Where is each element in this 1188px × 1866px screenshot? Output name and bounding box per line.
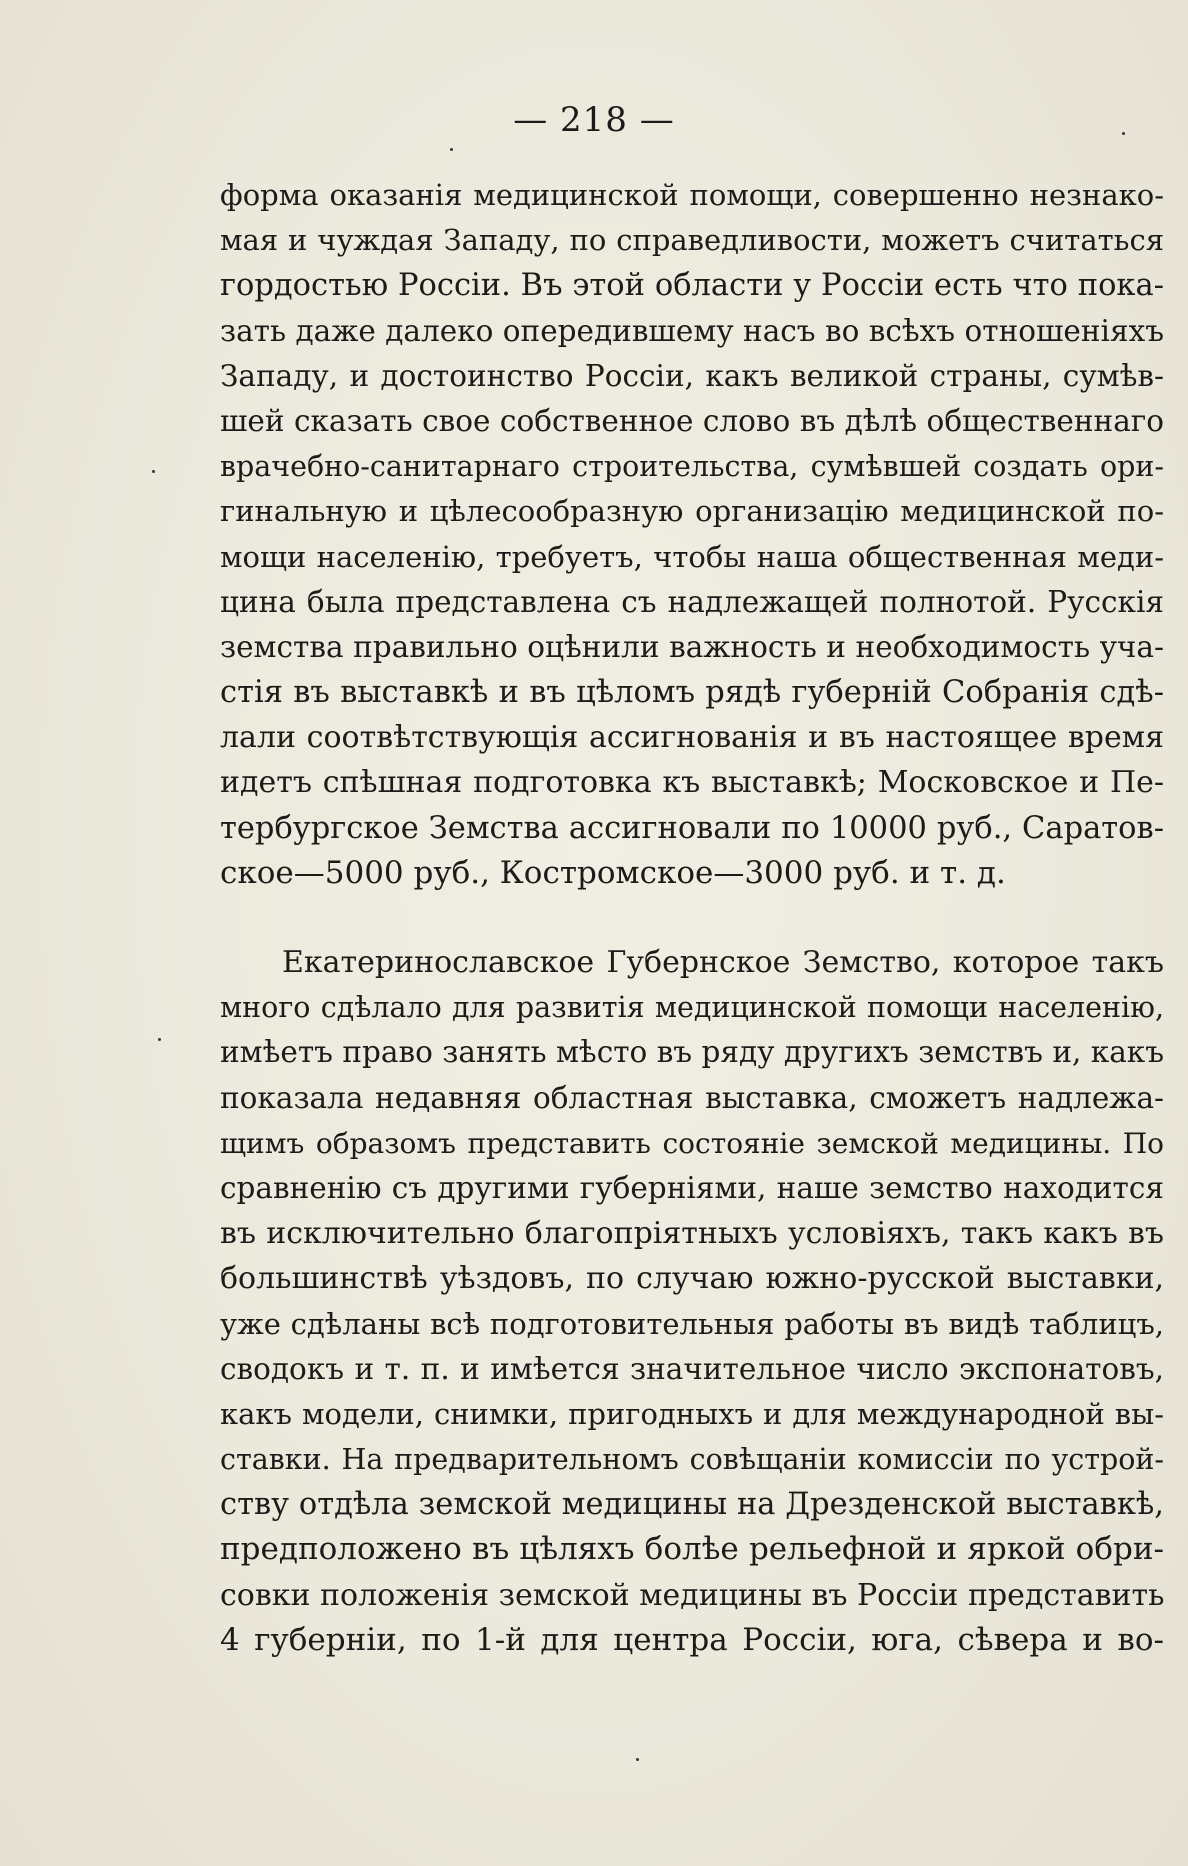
text-line: шей сказать свое собственное слово въ дѣлѣ общественнаго — [220, 403, 1164, 438]
text-line: ское—5000 руб., Костромское—3000 руб. и т. д. — [220, 854, 1006, 891]
scan-speck — [158, 1038, 161, 1041]
text-line: въ исключительно благопріятныхъ условіяхъ, такъ какъ въ — [220, 1216, 1164, 1252]
text-line: мощи населенію, требуетъ, чтобы наша общественная меди- — [220, 539, 1164, 574]
text-line: большинствѣ уѣздовъ, по случаю южно-русской выставки, — [220, 1261, 1164, 1297]
scan-speck — [636, 1758, 639, 1761]
scan-speck — [152, 470, 155, 473]
text-line: сравненію съ другими губерніями, наше земство находится — [220, 1170, 1164, 1205]
text-line: тербургское Земства ассигновали по 10000 руб., Саратов- — [220, 810, 1164, 846]
text-line: уже сдѣланы всѣ подготовительныя работы въ видѣ таблицъ, — [220, 1306, 1164, 1341]
text-line: Западу, и достоинство Россіи, какъ великой страны, сумѣв- — [220, 358, 1164, 393]
text-line: ставки. На предварительномъ совѣщаніи комиссіи по устрой- — [220, 1443, 1164, 1477]
text-line: показала недавняя областная выставка, сможетъ надлежа- — [220, 1080, 1164, 1115]
text-line: имѣетъ право занять мѣсто въ ряду другихъ земствъ и, какъ — [220, 1035, 1164, 1070]
scan-speck — [450, 148, 453, 151]
page-number: — 218 — — [513, 100, 675, 140]
text-line: гинальную и цѣлесообразную организацію медицинской по- — [220, 494, 1164, 529]
text-line: какъ модели, снимки, пригодныхъ и для международной вы- — [220, 1396, 1164, 1431]
scan-speck — [1122, 132, 1125, 135]
text-line: сводокъ и т. п. и имѣется значительное число экспонатовъ, — [220, 1351, 1164, 1386]
text-line: идетъ спѣшная подготовка къ выставкѣ; Московское и Пе- — [220, 765, 1164, 801]
text-line: совки положенія земской медицины въ Россіи представить — [220, 1577, 1165, 1613]
text-line: лали соотвѣтствующія ассигнованія и въ настоящее время — [220, 720, 1164, 756]
paragraph-1 — [220, 173, 1164, 896]
text-line: мая и чуждая Западу, по справедливости, можетъ считаться — [220, 223, 1164, 258]
text-line: врачебно-санитарнаго строительства, сумѣвшей создать ори- — [220, 450, 1164, 484]
paragraph-2 — [220, 940, 1164, 1663]
text-line: зать даже далеко опередившему насъ во всѣхъ отношеніяхъ — [220, 313, 1164, 348]
text-line: ству отдѣла земской медицины на Дрезденской выставкѣ, — [220, 1487, 1164, 1523]
text-line: щимъ образомъ представить состояніе земской медицины. По — [220, 1126, 1164, 1160]
text-line: предположено въ цѣляхъ болѣе рельефной и яркой обри- — [220, 1531, 1164, 1568]
text-line: стія въ выставкѣ и въ цѣломъ рядѣ губерній Собранія сдѣ- — [220, 675, 1164, 711]
text-line: цина была представлена съ надлежащей полнотой. Русскія — [220, 584, 1164, 619]
text-line: земства правильно оцѣнили важность и необходимость уча- — [220, 629, 1164, 664]
text-line: 4 губерніи, по 1-й для центра Россіи, юга, сѣвера и во- — [220, 1621, 1164, 1658]
text-line: форма оказанія медицинской помощи, совершенно незнако- — [220, 178, 1164, 212]
text-line: гордостью Россіи. Въ этой области у Россіи есть что пока- — [220, 268, 1164, 304]
text-line: много сдѣлало для развитія медицинской помощи населенію, — [220, 991, 1164, 1025]
text-line: Екатеринославское Губернское Земство, которое такъ — [282, 945, 1164, 980]
